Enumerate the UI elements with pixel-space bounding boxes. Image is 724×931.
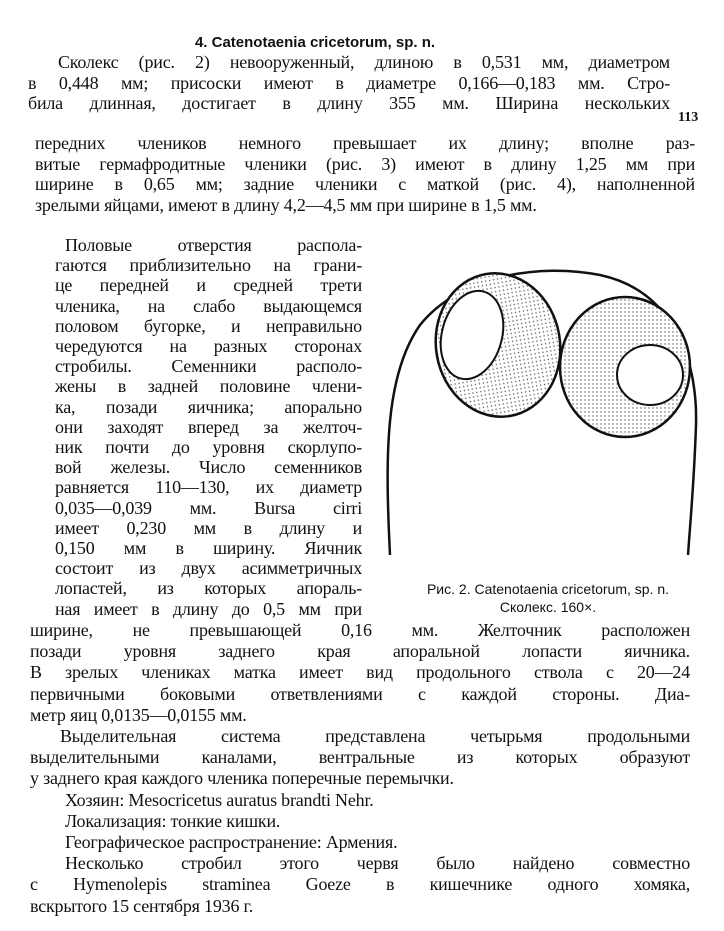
text-line: с Hymenolepis straminea Goeze в кишечнике одного хомяка,	[30, 874, 690, 895]
text-line: равняется 110—130, их диаметр	[55, 477, 362, 498]
scolex-figure	[380, 255, 710, 560]
text-line: Локализация: тонкие кишки.	[65, 810, 281, 831]
text-line: ник почти до уровня скорлупо-	[55, 437, 362, 457]
text-line: 0,035—0,039 мм. Bursa cirri	[55, 497, 362, 518]
text-line: вскрытого 15 сентября 1936 г.	[30, 895, 254, 916]
text-line: состоит из двух асимметричных	[55, 558, 362, 579]
text-line: Сколекс (рис. 2) невооруженный, длиною в 0,531 мм, диаметром	[58, 52, 670, 72]
text-line: це передней и средней трети	[55, 275, 362, 296]
text-line: ширине в 0,65 мм; задние членики с маткой (рис. 4), наполненной	[35, 174, 695, 194]
text-line: первичными боковыми ответвлениями с каждой стороны. Диа-	[30, 683, 690, 704]
text-line: стробилы. Семенники располо-	[55, 356, 362, 377]
text-line: ная имеет в длину до 0,5 мм при	[55, 598, 362, 619]
text-line: Выделительная система представлена четырьмя продольными	[60, 726, 690, 746]
text-line: В зрелых члениках матка имеет вид продольного ствола с 20—24	[30, 662, 690, 683]
text-line: в 0,448 мм; присоски имеют в диаметре 0,166—0,183 мм. Стро-	[28, 72, 670, 93]
text-line: позади уровня заднего края апоральной лопасти яичника.	[30, 641, 690, 662]
text-line: била длинная, достигает в длину 355 мм. Ширина нескольких	[28, 93, 670, 113]
section-title: 4. Catenotaenia cricetorum, sp. n.	[194, 34, 436, 51]
text-line: передних члеников немного превышает их длину; вполне раз-	[35, 133, 695, 153]
sucker-right-opening	[617, 345, 683, 405]
text-line: членика, на слабо выдающемся	[55, 295, 362, 316]
text-line: Несколько стробил этого червя было найдено совместно	[65, 853, 690, 874]
text-line: имеет 0,230 мм в длину и	[55, 517, 362, 538]
text-line: витые гермафродитные членики (рис. 3) имеют в длину 1,25 мм при	[35, 153, 695, 174]
text-line: Географическое распространение: Армения.	[65, 832, 398, 852]
text-line: вой железы. Число семенников	[55, 457, 362, 478]
text-line: половом бугорке, и неправильно	[55, 315, 362, 336]
text-line: ка, позади яичника; апорально	[55, 396, 362, 417]
text-line: 0,150 мм в ширину. Яичник	[55, 538, 362, 558]
text-line: ширине, не превышающей 0,16 мм. Желточник расположен	[30, 620, 690, 640]
text-line: чередуются на разных сторонах	[55, 336, 362, 356]
text-line: жены в задней половине члени-	[55, 376, 362, 397]
text-line: выделительными каналами, вентральные из которых образуют	[30, 747, 690, 768]
figure-caption-subtitle: Сколекс. 160×.	[499, 599, 597, 615]
page-number: 113	[678, 110, 699, 125]
text-line: Половые отверстия распола-	[65, 235, 362, 255]
text-line: лопастей, из которых aпораль-	[55, 578, 362, 599]
text-line: зрелыми яйцами, имеют в длину 4,2—4,5 мм при ширине в 1,5 мм.	[35, 194, 537, 215]
text-line: они заходят вперед за желточ-	[55, 416, 362, 437]
text-line: метр яиц 0,0135—0,0155 мм.	[30, 704, 247, 725]
text-line: у заднего края каждого членика поперечные перемычки.	[30, 768, 454, 789]
text-line: гаются приблизительно на грани-	[55, 255, 362, 276]
figure-caption-title: Рис. 2. Catenotaenia cricetorum, sp. n.	[426, 581, 670, 597]
text-line: Хозяин: Mesocricetus auratus brandti Nehr.	[65, 789, 374, 810]
